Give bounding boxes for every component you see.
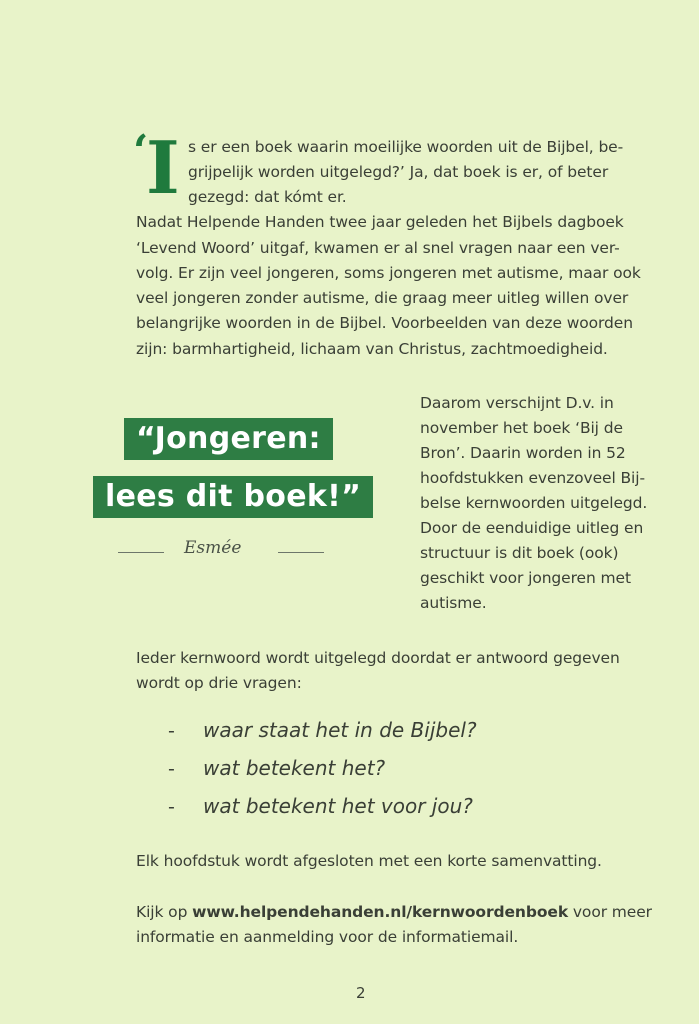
question-item: wat betekent het voor jou?: [203, 794, 473, 818]
summary-line: Elk hoofdstuk wordt afgesloten met een korte samenvatting.: [136, 852, 602, 870]
paragraph2-line: november het boek ‘Bij de: [420, 419, 623, 437]
paragraph2-line: Bron’. Daarin worden in 52: [420, 444, 626, 462]
paragraph1-line: belangrijke woorden in de Bijbel. Voorbeelden van deze woorden: [136, 314, 633, 332]
pull-quote-line-1: “Jongeren:: [124, 418, 333, 460]
signature-rule-right: [278, 552, 324, 553]
question-item: wat betekent het?: [203, 756, 386, 780]
paragraph3-line: Ieder kernwoord wordt uitgelegd doordat er antwoord gegeven: [136, 649, 620, 667]
paragraph1-line: Nadat Helpende Handen twee jaar geleden het Bijbels dagboek: [136, 213, 624, 231]
closing-suffix: voor meer: [568, 903, 652, 921]
paragraph1-line: zijn: barmhartigheid, lichaam van Christus, zachtmoedigheid.: [136, 340, 608, 358]
website-link[interactable]: www.helpendehanden.nl/kernwoordenboek: [192, 903, 569, 921]
closing-line-1: [136, 900, 652, 925]
closing-prefix: Kijk op: [136, 903, 193, 921]
paragraph2-line: autisme.: [420, 594, 487, 612]
question-item: waar staat het in de Bijbel?: [203, 718, 477, 742]
signature: Esmée: [184, 538, 242, 558]
paragraph1-line: veel jongeren zonder autisme, die graag meer uitleg willen over: [136, 289, 629, 307]
closing-line-2: informatie en aanmelding voor de informatiemail.: [136, 928, 519, 946]
paragraph2-line: belse kernwoorden uitgelegd.: [420, 494, 648, 512]
paragraph2-line: Door de eenduidige uitleg en: [420, 519, 644, 537]
pull-quote-line-2: lees dit boek!”: [93, 476, 373, 518]
list-dash: -: [168, 758, 175, 780]
list-dash: -: [168, 720, 175, 742]
intro-line: s er een boek waarin moeilijke woorden uit de Bijbel, be-: [188, 138, 624, 156]
dropcap-quote-mark: ‘: [133, 126, 149, 177]
paragraph1-line: volg. Er zijn veel jongeren, soms jongeren met autisme, maar ook: [136, 264, 641, 282]
paragraph2-line: Daarom verschijnt D.v. in: [420, 394, 614, 412]
paragraph2-line: structuur is dit boek (ook): [420, 544, 619, 562]
signature-rule-left: [118, 552, 164, 553]
list-dash: -: [168, 796, 175, 818]
intro-line: grijpelijk worden uitgelegd?’ Ja, dat boek is er, of beter: [188, 163, 609, 181]
paragraph1-line: ‘Levend Woord’ uitgaf, kwamen er al snel vragen naar een ver-: [136, 239, 620, 257]
dropcap-letter: I: [146, 125, 180, 210]
intro-line: gezegd: dat kómt er.: [188, 188, 347, 206]
page-number: 2: [356, 984, 366, 1002]
paragraph3-line: wordt op drie vragen:: [136, 674, 302, 692]
paragraph2-line: geschikt voor jongeren met: [420, 569, 631, 587]
paragraph2-line: hoofdstukken evenzoveel Bij-: [420, 469, 645, 487]
